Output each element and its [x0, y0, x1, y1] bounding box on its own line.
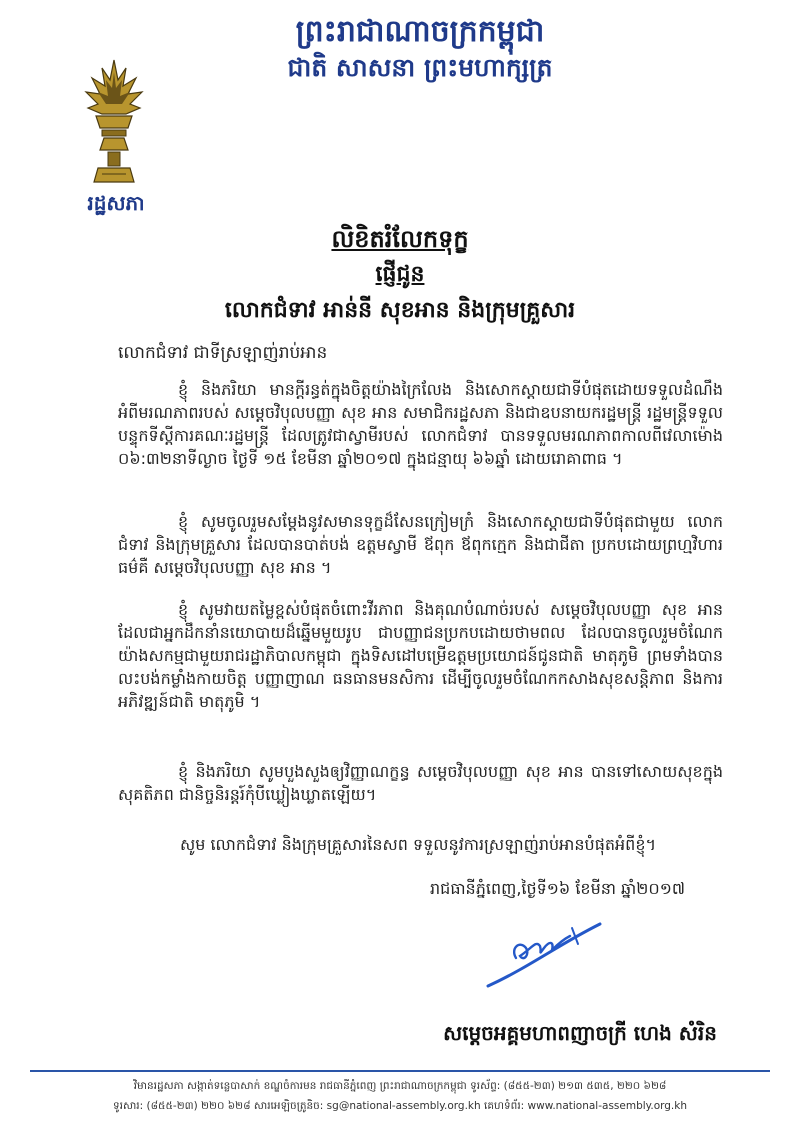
- kingdom-title: ព្រះរាជាណាចក្រកម្ពុជា: [295, 14, 545, 49]
- institution-name: រដ្ឋសភា: [87, 191, 145, 215]
- royal-emblem-icon: [82, 58, 146, 186]
- salutation: លោកជំទាវ ជាទីស្រឡាញ់រាប់អាន: [118, 343, 328, 363]
- paragraph-3-text: ខ្ញុំ សូមវាយតម្លៃខ្ពស់បំផុតចំពោះវីរភាព និងគុណបំណាច់របស់ សម្តេចវិបុលបញ្ញា សុខ អាន ដែលជាអ្នកដឹកនាំនយោបាយដ៏ឆ្នើមមួយរូប ជាបញ្ញាជនប្រកបដោយថាមពល ដែលបានចូលរួមចំណែកយ៉ាងសកម្មជាមួយរាជរដ្ឋាភិបាលកម្ពុជា ក្នុងទិសដៅបម្រើឧត្តមប្រយោជន៍ជូនជាតិ មាតុភូមិ ព្រមទាំងបានលះបង់កម្លាំងកាយចិត្ត បញ្ញាញាណ ធនធានមនសិការ ដើម្បីចូលរួមចំណែកកសាងសុខសន្តិភាព និងការអភិវឌ្ឍន៍ជាតិ មាតុភូមិ ។: [118, 600, 723, 711]
- recipient: លោកជំទាវ អាន់នី សុខអាន និងក្រុមគ្រួសារ: [224, 298, 576, 323]
- paragraph-4-text: ខ្ញុំ និងភរិយា សូមបួងសួងឲ្យវិញ្ញាណក្ខន្ធ សម្តេចវិបុលបញ្ញា សុខ អាន បានទៅសោយសុខក្នុងសុគតិភព ជានិច្ចនិរន្តរ៍កុំបីឃ្លៀងឃ្លាតឡើយ។: [118, 762, 723, 804]
- footer-contact: ទូរសារ: (៨៥៥-២៣) ២២០ ៦២៨ សារអេឡិចត្រូនិច: sg@national-assembly.org.kh គេហទំព័រ: www.national-assembly.org.kh: [112, 1100, 688, 1112]
- closing-line: សូម លោកជំទាវ និងក្រុមគ្រួសារនៃសព ទទួលនូវការស្រឡាញ់រាប់អានបំផុតអំពីខ្ញុំ។: [180, 835, 657, 854]
- footer-divider: [30, 1070, 770, 1072]
- kingdom-motto: ជាតិ សាសនា ព្រះមហាក្សត្រ: [287, 53, 553, 82]
- paragraph-2-text: ខ្ញុំ សូមចូលរួមសម្តែងនូវសមានទុក្ខដ៏សែនក្រៀមក្រំ និងសោកស្តាយជាទីបំផុតជាមួយ លោកជំទាវ និងក្រុមគ្រួសារ ដែលបានបាត់បង់ ឧត្តមស្វាមី ឪពុក ឪពុកក្មេក និងជាជីតា ប្រកបដោយព្រហ្មវិហារធម៌គឺ សម្តេចវិបុលបញ្ញា សុខ អាន ។: [118, 512, 723, 577]
- paragraph-1-text: ខ្ញុំ និងភរិយា មានក្ដីរន្ធត់ក្នុងចិត្តយ៉ាងក្រៃលែង និងសោកស្ដាយជាទីបំផុតដោយទទួលដំណឹងអំពីមរណភាពរបស់ សម្តេចវិបុលបញ្ញា សុខ អាន សមាជិករដ្ឋសភា និងជាឧបនាយករដ្ឋមន្ត្រី រដ្ឋមន្ត្រីទទួលបន្ទុកទីស្តីការគណៈរដ្ឋមន្ត្រី ដែលត្រូវជាស្វាមីរបស់ លោកជំទាវ បានទទួលមរណភាពកាលពីវេលាម៉ោង ០៦:៣២នាទីល្ងាច ថ្ងៃទី ១៥ ខែមីនា ឆ្នាំ២០១៧ ក្នុងជន្មាយុ ៦៦ឆ្នាំ ដោយរោគាពាធ ។: [118, 380, 723, 468]
- signer-name: សម្តេចអគ្គមហាពញាចក្រី ហេង សំរិន: [443, 1021, 717, 1045]
- paragraph-1: [118, 378, 723, 470]
- paragraph-2: [118, 510, 723, 579]
- paragraph-3: [118, 598, 723, 713]
- footer-address: វិមានរដ្ឋសភា សង្កាត់ទន្លេបាសាក់ ខណ្ឌចំការមន រាជធានីភ្នំពេញ ព្រះរាជាណាចក្រកម្ពុជា ទូរស័ព្ទ: (៨៥៥-២៣) ២១៣ ៥៣៥, ២២០ ៦២៨: [133, 1080, 667, 1092]
- paragraph-4: [118, 760, 723, 806]
- signature-icon: [480, 918, 605, 993]
- place-date: រាជធានីភ្នំពេញ,ថ្ងៃទី១៦ ខែមីនា ឆ្នាំ២០១៧: [430, 879, 685, 898]
- document-title: លិខិតរំលែកទុក្ខ: [331, 225, 469, 253]
- document-subtitle: ផ្ញើជូន: [375, 262, 425, 287]
